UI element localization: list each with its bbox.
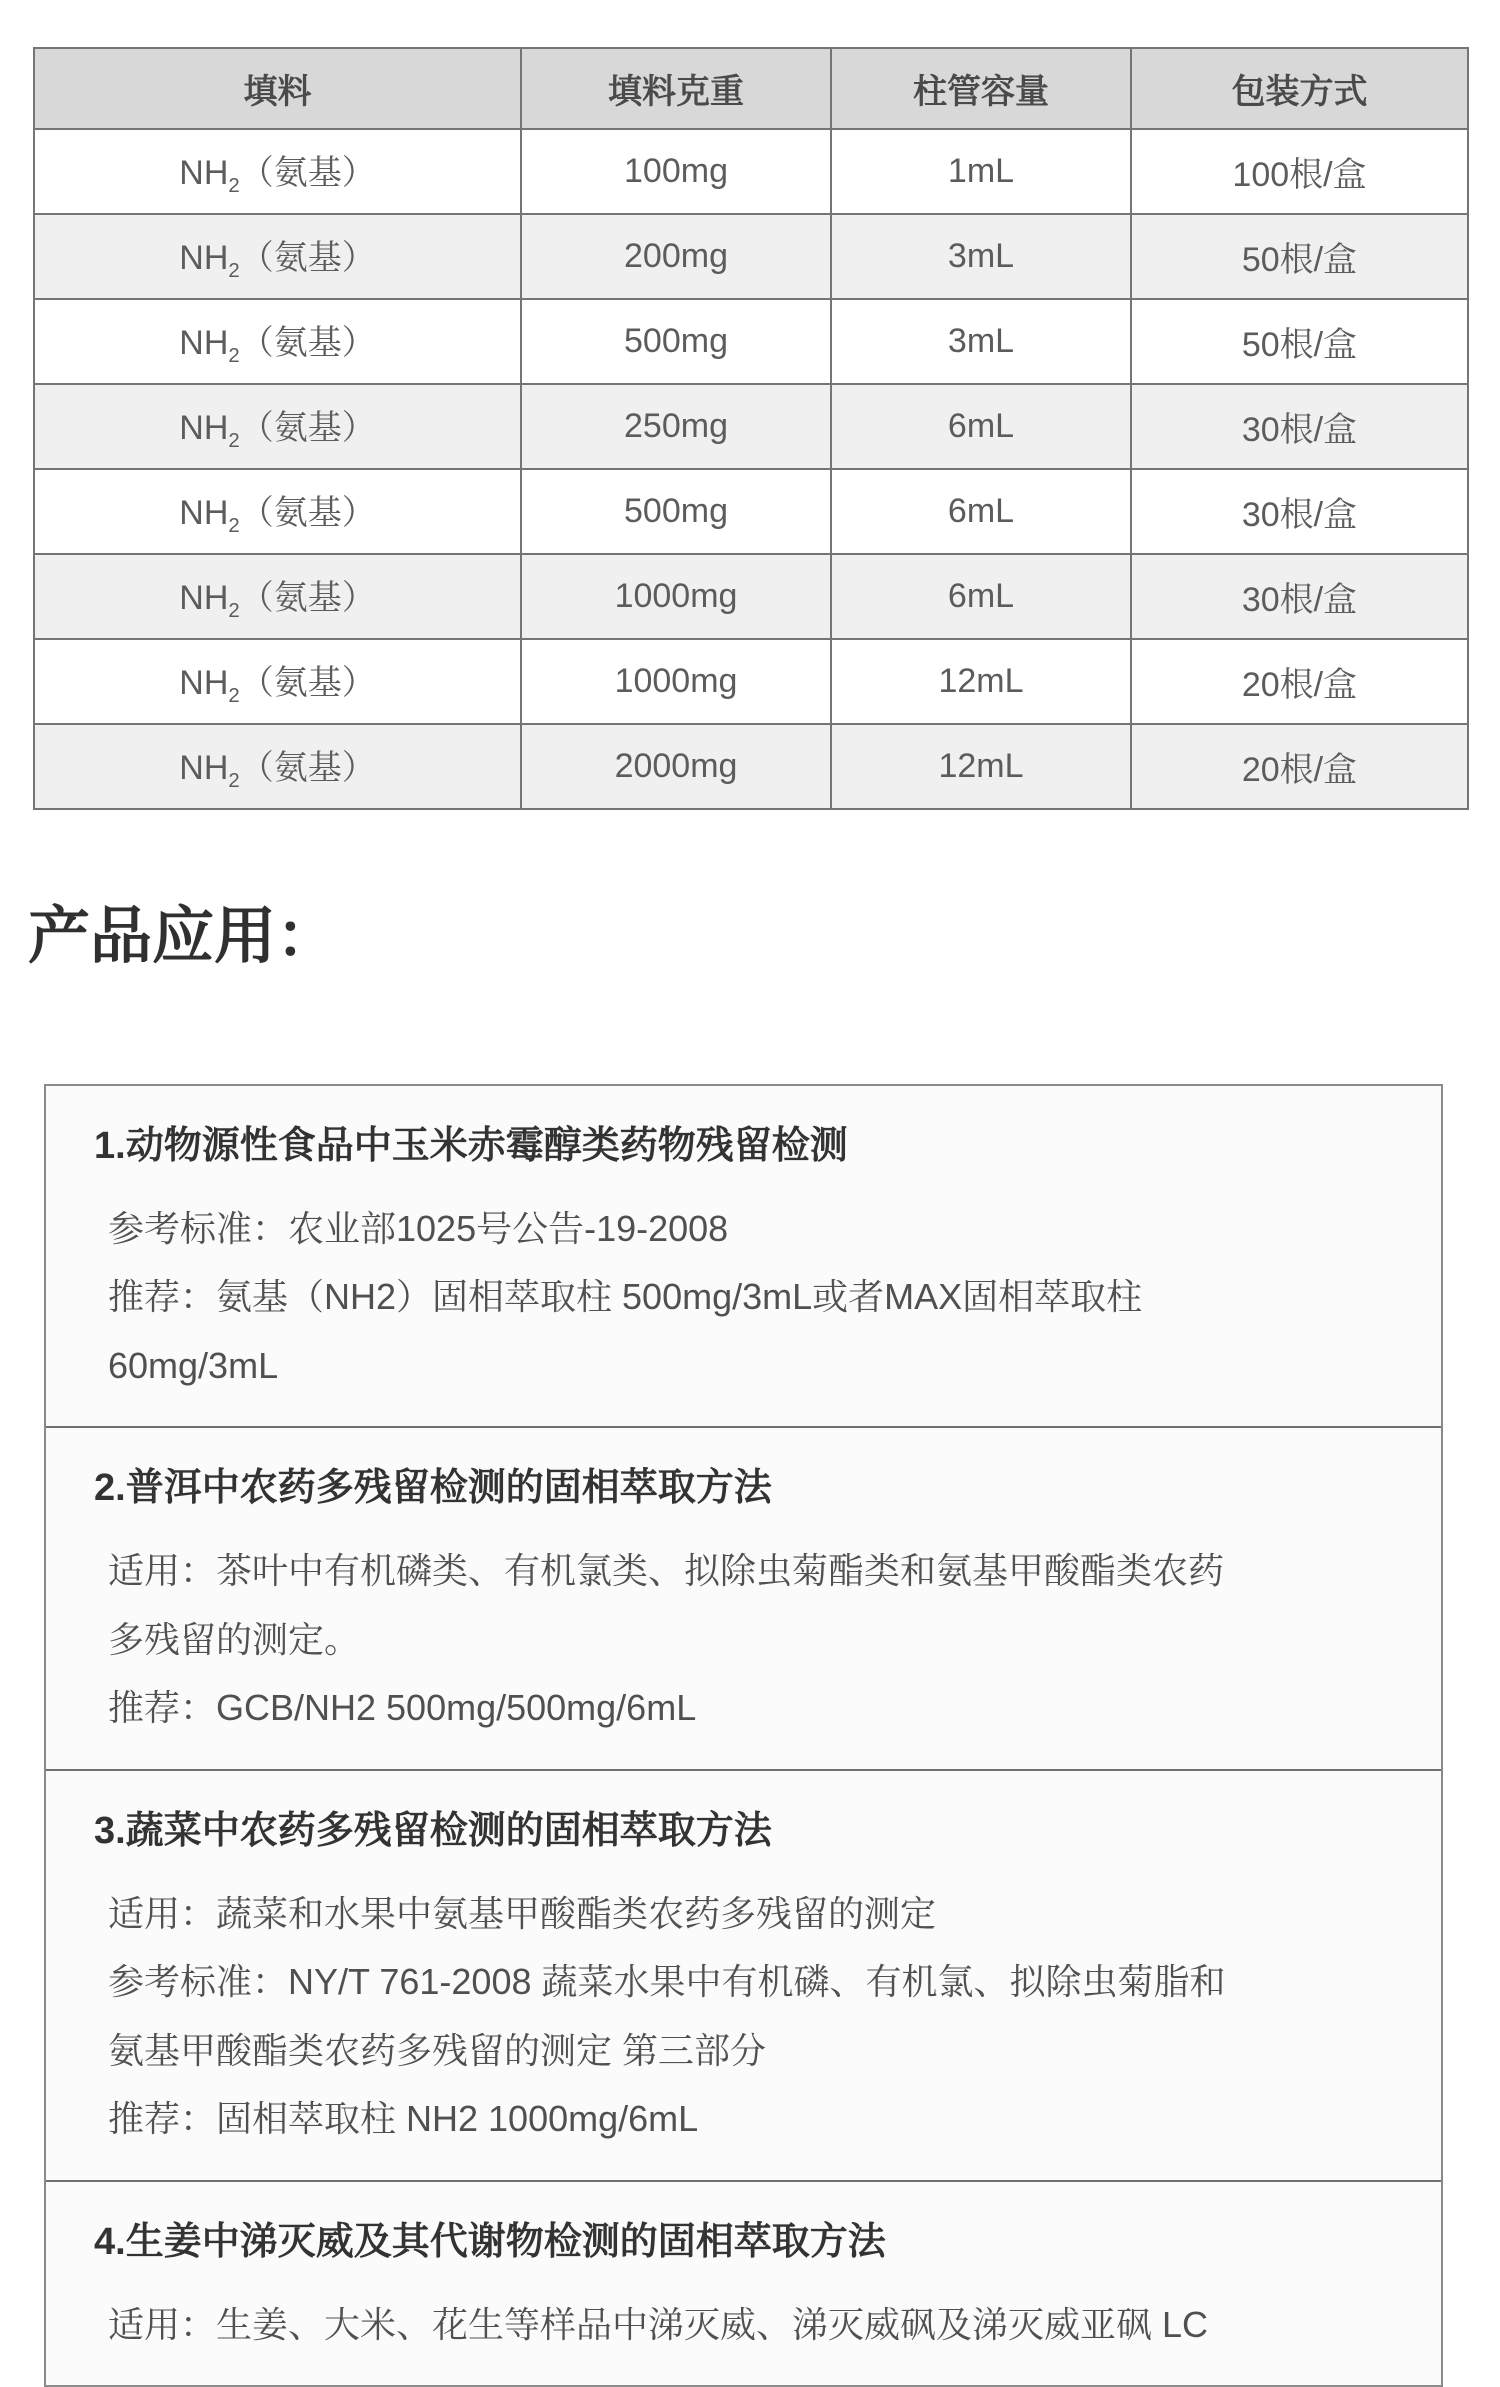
volume-cell: 6mL	[831, 469, 1131, 554]
app-section-line: 适用：生姜、大米、花生等样品中涕灭威、涕灭威砜及涕灭威亚砜 LC	[108, 2291, 1391, 2359]
app-section-2	[46, 1428, 1441, 1771]
filler-formula: NH	[179, 239, 228, 277]
filler-subscript: 2	[228, 600, 239, 622]
weight-cell: 2000mg	[521, 724, 831, 809]
filler-name: （氨基）	[240, 409, 376, 447]
pack-cell: 50根/盒	[1131, 214, 1468, 299]
app-section-title: 3.蔬菜中农药多残留检测的固相萃取方法	[94, 1807, 1391, 1856]
filler-cell	[34, 469, 521, 554]
app-section-4	[46, 2182, 1441, 2386]
header-cell-packing: 包装方式	[1131, 48, 1468, 129]
filler-cell	[34, 299, 521, 384]
filler-formula: NH	[179, 664, 228, 702]
filler-name: （氨基）	[240, 324, 376, 362]
filler-name: （氨基）	[240, 749, 376, 787]
filler-subscript: 2	[228, 515, 239, 537]
header-cell-volume: 柱管容量	[831, 48, 1131, 129]
app-section-line: 氨基甲酸酯类农药多残留的测定 第三部分	[108, 2017, 1391, 2085]
filler-subscript: 2	[228, 770, 239, 792]
weight-cell: 200mg	[521, 214, 831, 299]
filler-cell	[34, 639, 521, 724]
filler-formula: NH	[179, 409, 228, 447]
filler-formula: NH	[179, 154, 228, 192]
filler-subscript: 2	[228, 430, 239, 452]
app-section-line: 参考标准：NY/T 761-2008 蔬菜水果中有机磷、有机氯、拟除虫菊脂和	[108, 1948, 1391, 2016]
volume-cell: 12mL	[831, 639, 1131, 724]
app-section-title: 1.动物源性食品中玉米赤霉醇类药物残留检测	[94, 1122, 1391, 1171]
table-row	[34, 469, 1468, 554]
filler-name: （氨基）	[240, 579, 376, 617]
pack-cell: 30根/盒	[1131, 554, 1468, 639]
weight-cell: 1000mg	[521, 639, 831, 724]
table-row	[34, 639, 1468, 724]
weight-cell: 500mg	[521, 469, 831, 554]
volume-cell: 6mL	[831, 554, 1131, 639]
pack-cell: 30根/盒	[1131, 469, 1468, 554]
filler-subscript: 2	[228, 175, 239, 197]
app-section-line: 推荐：GCB/NH2 500mg/500mg/6mL	[108, 1674, 1391, 1742]
app-section-line: 参考标准：农业部1025号公告-19-2008	[108, 1195, 1391, 1263]
applications-box	[44, 1084, 1443, 2387]
app-section-1	[46, 1086, 1441, 1429]
weight-cell: 500mg	[521, 299, 831, 384]
filler-formula: NH	[179, 749, 228, 787]
pack-cell: 20根/盒	[1131, 639, 1468, 724]
weight-cell: 1000mg	[521, 554, 831, 639]
filler-cell	[34, 724, 521, 809]
spec-table	[33, 47, 1469, 810]
app-section-title: 4.生姜中涕灭威及其代谢物检测的固相萃取方法	[94, 2218, 1391, 2267]
pack-cell: 100根/盒	[1131, 129, 1468, 214]
filler-formula: NH	[179, 494, 228, 532]
app-section-line: 适用：茶叶中有机磷类、有机氯类、拟除虫菊酯类和氨基甲酸酯类农药	[108, 1537, 1391, 1605]
volume-cell: 3mL	[831, 299, 1131, 384]
filler-subscript: 2	[228, 685, 239, 707]
weight-cell: 250mg	[521, 384, 831, 469]
table-row	[34, 129, 1468, 214]
filler-cell	[34, 214, 521, 299]
filler-cell	[34, 384, 521, 469]
pack-cell: 20根/盒	[1131, 724, 1468, 809]
filler-formula: NH	[179, 324, 228, 362]
table-row	[34, 384, 1468, 469]
table-row	[34, 554, 1468, 639]
volume-cell: 3mL	[831, 214, 1131, 299]
filler-cell	[34, 129, 521, 214]
spec-header-row	[34, 48, 1468, 129]
filler-subscript: 2	[228, 260, 239, 282]
pack-cell: 50根/盒	[1131, 299, 1468, 384]
volume-cell: 12mL	[831, 724, 1131, 809]
app-section-line: 推荐：固相萃取柱 NH2 1000mg/6mL	[108, 2085, 1391, 2153]
volume-cell: 6mL	[831, 384, 1131, 469]
filler-subscript: 2	[228, 345, 239, 367]
table-row	[34, 214, 1468, 299]
filler-cell	[34, 554, 521, 639]
filler-formula: NH	[179, 579, 228, 617]
header-cell-filler: 填料	[34, 48, 521, 129]
app-section-line: 多残留的测定。	[108, 1606, 1391, 1674]
app-section-line: 推荐：氨基（NH2）固相萃取柱 500mg/3mL或者MAX固相萃取柱	[108, 1263, 1391, 1331]
filler-name: （氨基）	[240, 154, 376, 192]
volume-cell: 1mL	[831, 129, 1131, 214]
app-section-line: 适用：蔬菜和水果中氨基甲酸酯类农药多残留的测定	[108, 1880, 1391, 1948]
weight-cell: 100mg	[521, 129, 831, 214]
table-row	[34, 724, 1468, 809]
filler-name: （氨基）	[240, 239, 376, 277]
app-section-line: 60mg/3mL	[108, 1332, 1391, 1400]
filler-name: （氨基）	[240, 494, 376, 532]
filler-name: （氨基）	[240, 664, 376, 702]
app-section-3	[46, 1771, 1441, 2182]
applications-heading: 产品应用：	[28, 898, 1500, 976]
header-cell-weight: 填料克重	[521, 48, 831, 129]
table-row	[34, 299, 1468, 384]
app-section-title: 2.普洱中农药多残留检测的固相萃取方法	[94, 1464, 1391, 1513]
pack-cell: 30根/盒	[1131, 384, 1468, 469]
